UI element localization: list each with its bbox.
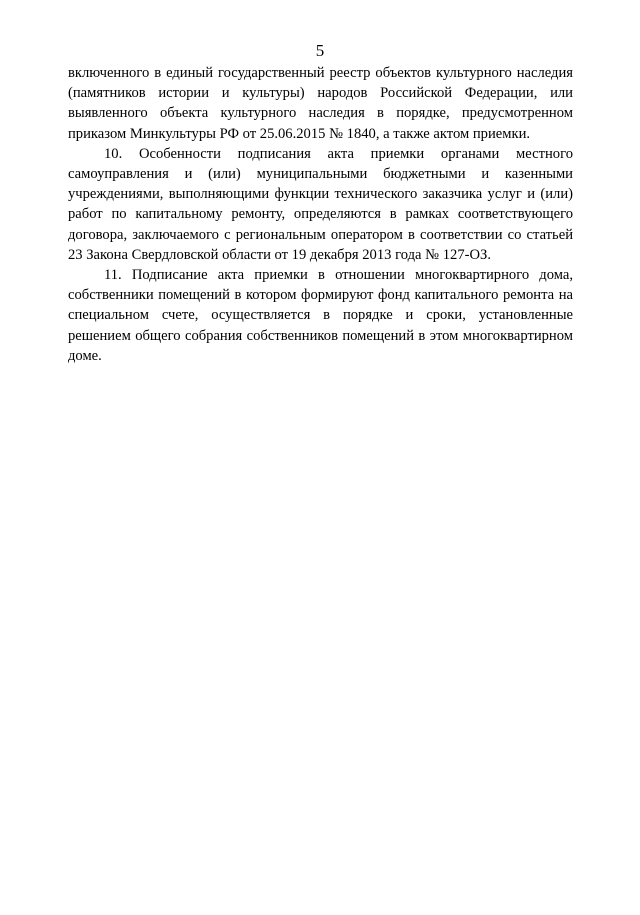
document-body — [68, 63, 573, 366]
page-number: 5 — [315, 41, 325, 60]
paragraph-continued: включенного в единый государственный реестр объектов культурного наследия (памятников истории и культуры) народов Российской Федерации, или выявленного объекта культурного наследия в порядке, предусмотренном приказом Минкультуры РФ от 25.06.2015 № 1840, а также актом приемки. — [68, 65, 573, 142]
paragraph-item-10: 10. Особенности подписания акта приемки органами местного самоуправления и (или) муниципальными бюджетными и казенными учреждениями, выполняющими функции технического заказчика услуг и (или) работ по капитальному ремонту, определяются в рамках соответствующего договора, заключаемого с региональным оператором в соответствии со статьей 23 Закона Свердловской области от 19 декабря 2013 года № 127-ОЗ. — [68, 145, 573, 263]
paragraph-item-11: 11. Подписание акта приемки в отношении многоквартирного дома, собственники помещений в котором формируют фонд капитального ремонта на специальном счете, осуществляется в порядке и сроки, установленные решением общего собрания собственников помещений в этом многоквартирном доме. — [68, 267, 573, 364]
